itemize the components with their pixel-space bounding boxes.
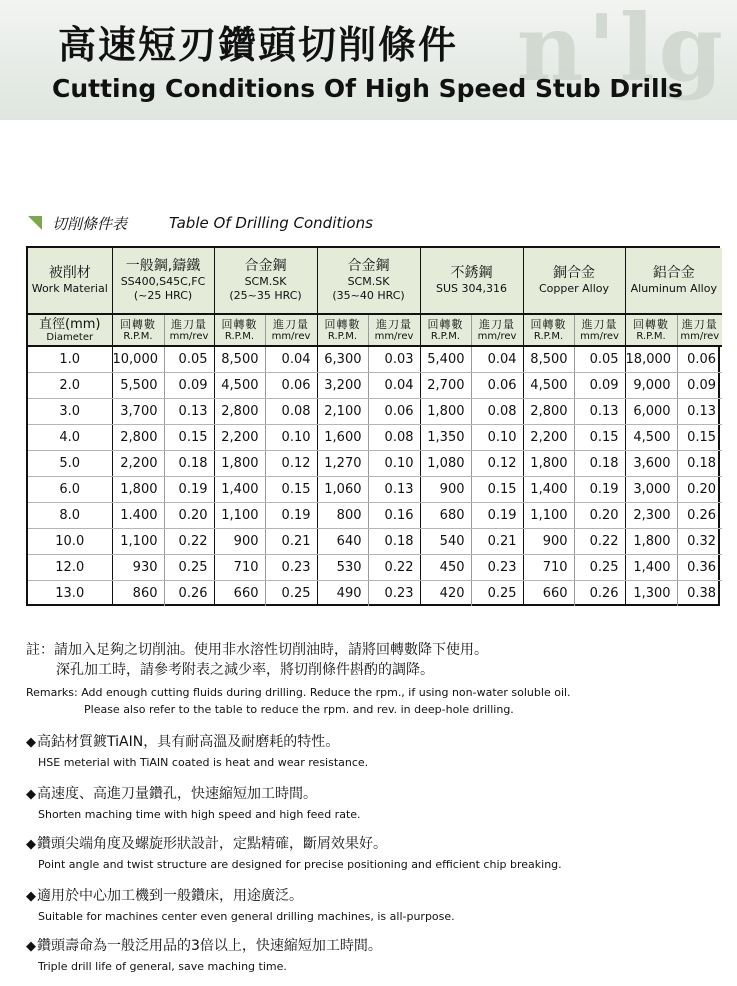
rpm-column-header: 回轉數 R.P.M. [317, 314, 368, 346]
rpm-cell: 2,200 [214, 424, 265, 450]
feed-cell: 0.18 [677, 450, 722, 476]
feed-cell: 0.23 [471, 554, 523, 580]
material-header: 不銹鋼 SUS 304,316 [420, 248, 523, 314]
rpm-cell: 2,300 [625, 502, 677, 528]
feed-cell: 0.22 [164, 528, 214, 554]
table-row [28, 372, 722, 398]
feed-cell: 0.04 [265, 346, 317, 372]
feature-item: ◆高鈷材質鍍TiAIN，具有耐高溫及耐磨耗的特性。 HSE meterial with TiAIN coated is heat and wear resistance. [26, 734, 369, 769]
rpm-cell: 5,500 [112, 372, 164, 398]
rpm-cell: 9,000 [625, 372, 677, 398]
feature-item: ◆適用於中心加工機到一般鑽床，用途廣泛。 Suitable for machines center even general drilling machines, is all-purpose. [26, 888, 455, 923]
rpm-cell: 2,700 [420, 372, 471, 398]
rpm-cell: 5,400 [420, 346, 471, 372]
feed-cell: 0.09 [164, 372, 214, 398]
diamond-bullet-icon: ◆ [26, 939, 36, 954]
rpm-cell: 1,600 [317, 424, 368, 450]
diameter-cell: 6.0 [28, 476, 112, 502]
rpm-column-header: 回轉數 R.P.M. [523, 314, 574, 346]
diameter-cell: 4.0 [28, 424, 112, 450]
feed-cell: 0.19 [164, 476, 214, 502]
feed-cell: 0.38 [677, 580, 722, 606]
feed-cell: 0.18 [574, 450, 625, 476]
table-row [28, 450, 722, 476]
feed-cell: 0.19 [574, 476, 625, 502]
feed-cell: 0.25 [574, 554, 625, 580]
rpm-column-header: 回轉數 R.P.M. [625, 314, 677, 346]
feed-column-header: 進刀量 mm/rev [368, 314, 420, 346]
feed-cell: 0.21 [265, 528, 317, 554]
feed-cell: 0.19 [471, 502, 523, 528]
rpm-cell: 640 [317, 528, 368, 554]
banner-watermark: n'lg [516, 0, 727, 102]
rpm-cell: 4,500 [523, 372, 574, 398]
rpm-cell: 3,200 [317, 372, 368, 398]
material-header: 一般鋼,鑄鐵 SS400,S45C,FC (~25 HRC) [112, 248, 214, 314]
material-header-row [28, 248, 722, 314]
feed-cell: 0.22 [368, 554, 420, 580]
rpm-cell: 710 [523, 554, 574, 580]
section-heading [28, 212, 373, 234]
feed-cell: 0.15 [471, 476, 523, 502]
feed-column-header: 進刀量 mm/rev [265, 314, 317, 346]
rpm-cell: 3,700 [112, 398, 164, 424]
feed-cell: 0.15 [265, 476, 317, 502]
rpm-cell: 540 [420, 528, 471, 554]
rpm-cell: 1,350 [420, 424, 471, 450]
feed-cell: 0.36 [677, 554, 722, 580]
diameter-cell: 3.0 [28, 398, 112, 424]
remark-zh-2: 深孔加工時，請參考附表之減少率，將切削條件斟酌的調降。 [56, 662, 434, 678]
rpm-cell: 1,100 [523, 502, 574, 528]
rpm-cell: 860 [112, 580, 164, 606]
diameter-cell: 1.0 [28, 346, 112, 372]
table-row [28, 580, 722, 606]
feed-cell: 0.20 [164, 502, 214, 528]
feed-cell: 0.16 [368, 502, 420, 528]
rpm-cell: 1,800 [112, 476, 164, 502]
feed-cell: 0.20 [574, 502, 625, 528]
remarks [26, 640, 716, 718]
feed-cell: 0.15 [574, 424, 625, 450]
feed-cell: 0.23 [368, 580, 420, 606]
triangle-marker-icon [28, 216, 42, 230]
rpm-column-header: 回轉數 R.P.M. [112, 314, 164, 346]
rpm-column-header: 回轉數 R.P.M. [214, 314, 265, 346]
rpm-cell: 1,060 [317, 476, 368, 502]
feed-cell: 0.13 [368, 476, 420, 502]
table-row [28, 502, 722, 528]
rpm-cell: 930 [112, 554, 164, 580]
remark-en-1: Remarks: Add enough cutting fluids during drilling. Reduce the rpm., if using non-water soluble oil. [26, 686, 571, 699]
feed-cell: 0.25 [471, 580, 523, 606]
remark-en-2: Please also refer to the table to reduce the rpm. and rev. in deep-hole drilling. [84, 703, 514, 716]
feature-item: ◆鑽頭壽命為一般泛用品的3倍以上，快速縮短加工時間。 Triple drill life of general, save maching time. [26, 938, 382, 973]
rpm-cell: 2,800 [214, 398, 265, 424]
rpm-cell: 1,100 [112, 528, 164, 554]
feed-cell: 0.06 [265, 372, 317, 398]
feed-column-header: 進刀量 mm/rev [164, 314, 214, 346]
material-header: 鋁合金 Aluminum Alloy [625, 248, 722, 314]
feed-cell: 0.06 [471, 372, 523, 398]
rpm-cell: 6,300 [317, 346, 368, 372]
rpm-cell: 6,000 [625, 398, 677, 424]
rpm-cell: 18,000 [625, 346, 677, 372]
feed-cell: 0.06 [677, 346, 722, 372]
feed-cell: 0.09 [574, 372, 625, 398]
rpm-cell: 1,270 [317, 450, 368, 476]
feed-cell: 0.05 [164, 346, 214, 372]
diameter-cell: 2.0 [28, 372, 112, 398]
feed-cell: 0.18 [368, 528, 420, 554]
feed-cell: 0.13 [164, 398, 214, 424]
table-row [28, 424, 722, 450]
section-title-en: Table Of Drilling Conditions [169, 214, 373, 232]
feed-cell: 0.05 [574, 346, 625, 372]
rpm-cell: 900 [523, 528, 574, 554]
rpm-cell: 900 [420, 476, 471, 502]
diameter-cell: 5.0 [28, 450, 112, 476]
rpm-cell: 1,800 [625, 528, 677, 554]
rpm-cell: 1,080 [420, 450, 471, 476]
feed-cell: 0.23 [265, 554, 317, 580]
rpm-cell: 2,200 [523, 424, 574, 450]
feed-cell: 0.10 [368, 450, 420, 476]
feed-cell: 0.18 [164, 450, 214, 476]
rpm-cell: 1,400 [625, 554, 677, 580]
feed-cell: 0.26 [574, 580, 625, 606]
feed-column-header: 進刀量 mm/rev [574, 314, 625, 346]
page-title-en: Cutting Conditions Of High Speed Stub Drills [52, 74, 684, 103]
feed-cell: 0.08 [368, 424, 420, 450]
material-header: 合金鋼 SCM.SK (35~40 HRC) [317, 248, 420, 314]
feed-cell: 0.09 [677, 372, 722, 398]
feed-cell: 0.26 [164, 580, 214, 606]
rpm-cell: 1,400 [523, 476, 574, 502]
table-row [28, 346, 722, 372]
rpm-cell: 680 [420, 502, 471, 528]
diameter-cell: 10.0 [28, 528, 112, 554]
feed-cell: 0.26 [677, 502, 722, 528]
feed-cell: 0.13 [574, 398, 625, 424]
feed-cell: 0.20 [677, 476, 722, 502]
rpm-cell: 450 [420, 554, 471, 580]
diamond-bullet-icon: ◆ [26, 889, 36, 904]
rpm-cell: 800 [317, 502, 368, 528]
table-row [28, 528, 722, 554]
rpm-cell: 4,500 [625, 424, 677, 450]
rpm-cell: 900 [214, 528, 265, 554]
feed-cell: 0.13 [677, 398, 722, 424]
feed-column-header: 進刀量 mm/rev [471, 314, 523, 346]
diameter-cell: 13.0 [55, 585, 85, 601]
rpm-cell: 3,600 [625, 450, 677, 476]
material-header: 銅合金 Copper Alloy [523, 248, 625, 314]
diamond-bullet-icon: ◆ [26, 837, 36, 852]
table-row [28, 476, 722, 502]
section-title-zh: 切削條件表 [52, 214, 128, 233]
feed-cell: 0.06 [368, 398, 420, 424]
rpm-cell: 10,000 [112, 346, 164, 372]
unit-header-row [28, 314, 722, 346]
remark-zh-1: 註：請加入足夠之切削油。使用非水溶性切削油時，請將回轉數降下使用。 [26, 642, 488, 658]
rpm-cell: 1,300 [625, 580, 677, 606]
feature-item: ◆鑽頭尖端角度及螺旋形狀設計，定點精確，斷屑效果好。 Point angle and twist structure are designed for precise positioning and efficient chip breaking. [26, 836, 562, 871]
diameter-label: 直徑(mm) Diameter [28, 314, 112, 346]
feed-cell: 0.19 [265, 502, 317, 528]
diamond-bullet-icon: ◆ [26, 735, 36, 750]
material-header: 合金鋼 SCM.SK (25~35 HRC) [214, 248, 317, 314]
feature-item: ◆高速度、高進刀量鑽孔，快速縮短加工時間。 Shorten maching time with high speed and high feed rate. [26, 786, 361, 821]
rpm-cell: 4,500 [214, 372, 265, 398]
feed-cell: 0.08 [265, 398, 317, 424]
feed-cell: 0.12 [471, 450, 523, 476]
feed-cell: 0.22 [574, 528, 625, 554]
rpm-cell: 2,800 [112, 424, 164, 450]
rpm-cell: 8,500 [523, 346, 574, 372]
work-material-label: 被削材 Work Material [28, 248, 112, 314]
feed-cell: 0.12 [265, 450, 317, 476]
rpm-cell: 8,500 [214, 346, 265, 372]
drilling-conditions-table [26, 246, 720, 606]
feed-cell: 0.08 [471, 398, 523, 424]
rpm-cell: 1.400 [112, 502, 164, 528]
diameter-cell: 8.0 [28, 502, 112, 528]
feed-cell: 0.10 [471, 424, 523, 450]
feed-cell: 0.15 [677, 424, 722, 450]
feed-cell: 0.10 [265, 424, 317, 450]
rpm-cell: 710 [214, 554, 265, 580]
rpm-cell: 420 [420, 580, 471, 606]
rpm-cell: 2,100 [317, 398, 368, 424]
diameter-cell: 12.0 [28, 554, 112, 580]
feed-cell: 0.25 [164, 554, 214, 580]
feed-cell: 0.04 [368, 372, 420, 398]
rpm-cell: 1,800 [523, 450, 574, 476]
feed-cell: 0.03 [368, 346, 420, 372]
header-banner [0, 0, 737, 120]
table-row [28, 554, 722, 580]
rpm-cell: 2,200 [112, 450, 164, 476]
rpm-cell: 530 [317, 554, 368, 580]
feed-cell: 0.15 [164, 424, 214, 450]
rpm-cell: 2,800 [523, 398, 574, 424]
feed-column-header: 進刀量 mm/rev [677, 314, 722, 346]
rpm-cell: 490 [317, 580, 368, 606]
rpm-column-header: 回轉數 R.P.M. [420, 314, 471, 346]
rpm-cell: 660 [214, 580, 265, 606]
feed-cell: 0.25 [265, 580, 317, 606]
rpm-cell: 1,100 [214, 502, 265, 528]
rpm-cell: 660 [523, 580, 574, 606]
rpm-cell: 3,000 [625, 476, 677, 502]
feed-cell: 0.04 [471, 346, 523, 372]
feed-cell: 0.32 [677, 528, 722, 554]
page-title-zh: 高速短刃鑽頭切削條件 [58, 22, 459, 67]
diamond-bullet-icon: ◆ [26, 787, 36, 802]
table-row [28, 398, 722, 424]
rpm-cell: 1,400 [214, 476, 265, 502]
rpm-cell: 1,800 [214, 450, 265, 476]
feed-cell: 0.21 [471, 528, 523, 554]
rpm-cell: 1,800 [420, 398, 471, 424]
